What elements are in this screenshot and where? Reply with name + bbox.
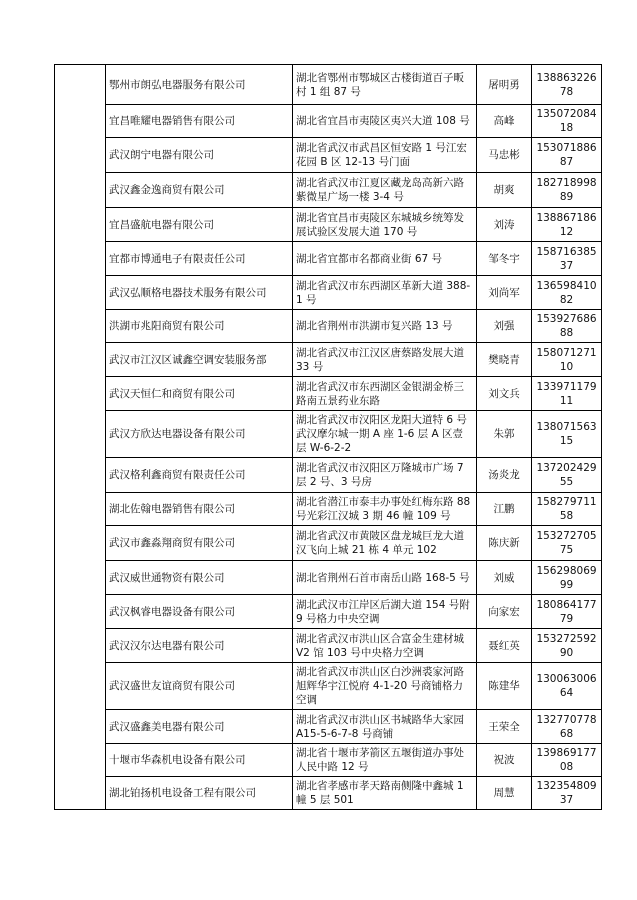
contact-cell: 高峰 [477, 105, 532, 138]
contact-cell: 王荣全 [477, 710, 532, 744]
contact-cell: 祝波 [477, 744, 532, 777]
address-cell: 湖北省武汉市江夏区藏龙岛高新六路紫微星广场一楼 3-4 号 [293, 173, 477, 208]
company-cell: 武汉方欣达电器设备有限公司 [106, 411, 293, 458]
table-row [55, 310, 602, 343]
company-cell: 洪湖市兆阳商贸有限公司 [106, 310, 293, 343]
table-row [55, 744, 602, 777]
table-row [55, 105, 602, 138]
company-cell: 宜昌盛航电器有限公司 [106, 208, 293, 242]
company-cell: 武汉朗宁电器有限公司 [106, 138, 293, 173]
category-cell [55, 65, 106, 810]
phone-cell: 18086417779 [532, 595, 602, 629]
address-cell: 湖北省武汉市武昌区恒安路 1 号江宏花园 B 区 12-13 号门面 [293, 138, 477, 173]
table-row [55, 629, 602, 663]
address-cell: 湖北省十堰市茅箭区五堰街道办事处人民中路 12 号 [293, 744, 477, 777]
contact-cell: 刘涛 [477, 208, 532, 242]
contact-cell: 陈庆新 [477, 526, 532, 561]
phone-cell: 15307188687 [532, 138, 602, 173]
company-cell: 武汉鑫金逸商贸有限公司 [106, 173, 293, 208]
phone-cell: 13886718612 [532, 208, 602, 242]
company-cell: 鄂州市朗弘电器服务有限公司 [106, 65, 293, 105]
phone-cell: 15629806999 [532, 561, 602, 595]
company-cell: 武汉弘顺格电器技术服务有限公司 [106, 276, 293, 310]
dealer-table-body [55, 65, 602, 810]
company-cell: 武汉天恒仁和商贸有限公司 [106, 377, 293, 411]
phone-cell: 15807127110 [532, 343, 602, 377]
address-cell: 湖北省武汉市洪山区合富金生建材城 V2 馆 103 号中央格力空调 [293, 629, 477, 663]
company-cell: 武汉盛鑫美电器有限公司 [106, 710, 293, 744]
phone-cell: 15392768688 [532, 310, 602, 343]
phone-cell: 13886322678 [532, 65, 602, 105]
company-cell: 武汉市江汉区诚鑫空调安装服务部 [106, 343, 293, 377]
company-cell: 湖北佐翰电器销售有限公司 [106, 493, 293, 526]
address-cell: 湖北省武汉市洪山区书城路华大家园 A15-5-6-7-8 号商铺 [293, 710, 477, 744]
phone-cell: 13277077868 [532, 710, 602, 744]
company-cell: 宜都市博通电子有限责任公司 [106, 242, 293, 276]
phone-cell: 13235480937 [532, 777, 602, 810]
contact-cell: 胡爽 [477, 173, 532, 208]
address-cell: 湖北省荆州石首市南岳山路 168-5 号 [293, 561, 477, 595]
phone-cell: 13720242955 [532, 458, 602, 493]
company-cell: 湖北铂扬机电设备工程有限公司 [106, 777, 293, 810]
contact-cell: 朱郭 [477, 411, 532, 458]
table-row [55, 276, 602, 310]
contact-cell: 江鹏 [477, 493, 532, 526]
contact-cell: 刘威 [477, 561, 532, 595]
phone-cell: 13986917708 [532, 744, 602, 777]
phone-cell: 15327259290 [532, 629, 602, 663]
phone-cell: 15871638537 [532, 242, 602, 276]
phone-cell: 15827971158 [532, 493, 602, 526]
address-cell: 湖北省孝感市孝天路南侧隆中鑫城 1 幢 5 层 501 [293, 777, 477, 810]
address-cell: 湖北省武汉市黄陂区盘龙城巨龙大道汉飞向上城 21 栋 4 单元 102 [293, 526, 477, 561]
table-row [55, 343, 602, 377]
contact-cell: 聂红英 [477, 629, 532, 663]
address-cell: 湖北省宜昌市夷陵区东城城乡统筹发展试验区发展大道 170 号 [293, 208, 477, 242]
table-row [55, 242, 602, 276]
company-cell: 武汉市鑫淼翔商贸有限公司 [106, 526, 293, 561]
address-cell: 湖北省武汉市东西湖区金银湖金桥三路南五景药业东路 [293, 377, 477, 411]
address-cell: 湖北省宜都市名都商业街 67 号 [293, 242, 477, 276]
phone-cell: 13807156315 [532, 411, 602, 458]
contact-cell: 汤炎龙 [477, 458, 532, 493]
table-row [55, 710, 602, 744]
table-row [55, 777, 602, 810]
contact-cell: 刘文兵 [477, 377, 532, 411]
contact-cell: 陈建华 [477, 663, 532, 710]
company-cell: 武汉枫睿电器设备有限公司 [106, 595, 293, 629]
table-row [55, 493, 602, 526]
table-row [55, 138, 602, 173]
phone-cell: 13507208418 [532, 105, 602, 138]
contact-cell: 樊晓青 [477, 343, 532, 377]
table-row [55, 458, 602, 493]
phone-cell: 13006300664 [532, 663, 602, 710]
address-cell: 湖北省武汉市汉阳区龙阳大道特 6 号武汉摩尔城一期 A 座 1-6 层 A 区壹层 W-6-2-2 [293, 411, 477, 458]
table-row [55, 411, 602, 458]
address-cell: 湖北省潜江市泰丰办事处红梅东路 88 号光彩江汉城 3 期 46 幢 109 号 [293, 493, 477, 526]
table-row [55, 173, 602, 208]
company-cell: 十堰市华森机电设备有限公司 [106, 744, 293, 777]
address-cell: 湖北省武汉市洪山区白沙洲裘家河路旭辉华宇江悦府 4-1-20 号商铺格力空调 [293, 663, 477, 710]
contact-cell: 邹冬宇 [477, 242, 532, 276]
table-row [55, 377, 602, 411]
contact-cell: 刘尚军 [477, 276, 532, 310]
company-cell: 武汉汉尔达电器有限公司 [106, 629, 293, 663]
phone-cell: 13397117911 [532, 377, 602, 411]
table-row [55, 561, 602, 595]
company-cell: 武汉格利鑫商贸有限责任公司 [106, 458, 293, 493]
contact-cell: 周慧 [477, 777, 532, 810]
contact-cell: 马忠彬 [477, 138, 532, 173]
address-cell: 湖北武汉市江岸区后湖大道 154 号附 9 号格力中央空调 [293, 595, 477, 629]
company-cell: 武汉威世通物资有限公司 [106, 561, 293, 595]
phone-cell: 15327270575 [532, 526, 602, 561]
table-row [55, 208, 602, 242]
contact-cell: 屠明勇 [477, 65, 532, 105]
table-row [55, 65, 602, 105]
company-cell: 武汉盛世友谊商贸有限公司 [106, 663, 293, 710]
address-cell: 湖北省荆州市洪湖市复兴路 13 号 [293, 310, 477, 343]
table-row [55, 595, 602, 629]
contact-cell: 刘强 [477, 310, 532, 343]
table-row [55, 663, 602, 710]
address-cell: 湖北省武汉市东西湖区革新大道 388-1 号 [293, 276, 477, 310]
address-cell: 湖北省宜昌市夷陵区夷兴大道 108 号 [293, 105, 477, 138]
phone-cell: 13659841082 [532, 276, 602, 310]
address-cell: 湖北省武汉市汉阳区万隆城市广场 7 层 2 号、3 号房 [293, 458, 477, 493]
company-cell: 宜昌唯耀电器销售有限公司 [106, 105, 293, 138]
contact-cell: 向家宏 [477, 595, 532, 629]
phone-cell: 18271899889 [532, 173, 602, 208]
address-cell: 湖北省鄂州市鄂城区古楼街道百子畈村 1 组 87 号 [293, 65, 477, 105]
table-row [55, 526, 602, 561]
dealer-table [54, 64, 602, 810]
address-cell: 湖北省武汉市江汉区唐蔡路发展大道 33 号 [293, 343, 477, 377]
